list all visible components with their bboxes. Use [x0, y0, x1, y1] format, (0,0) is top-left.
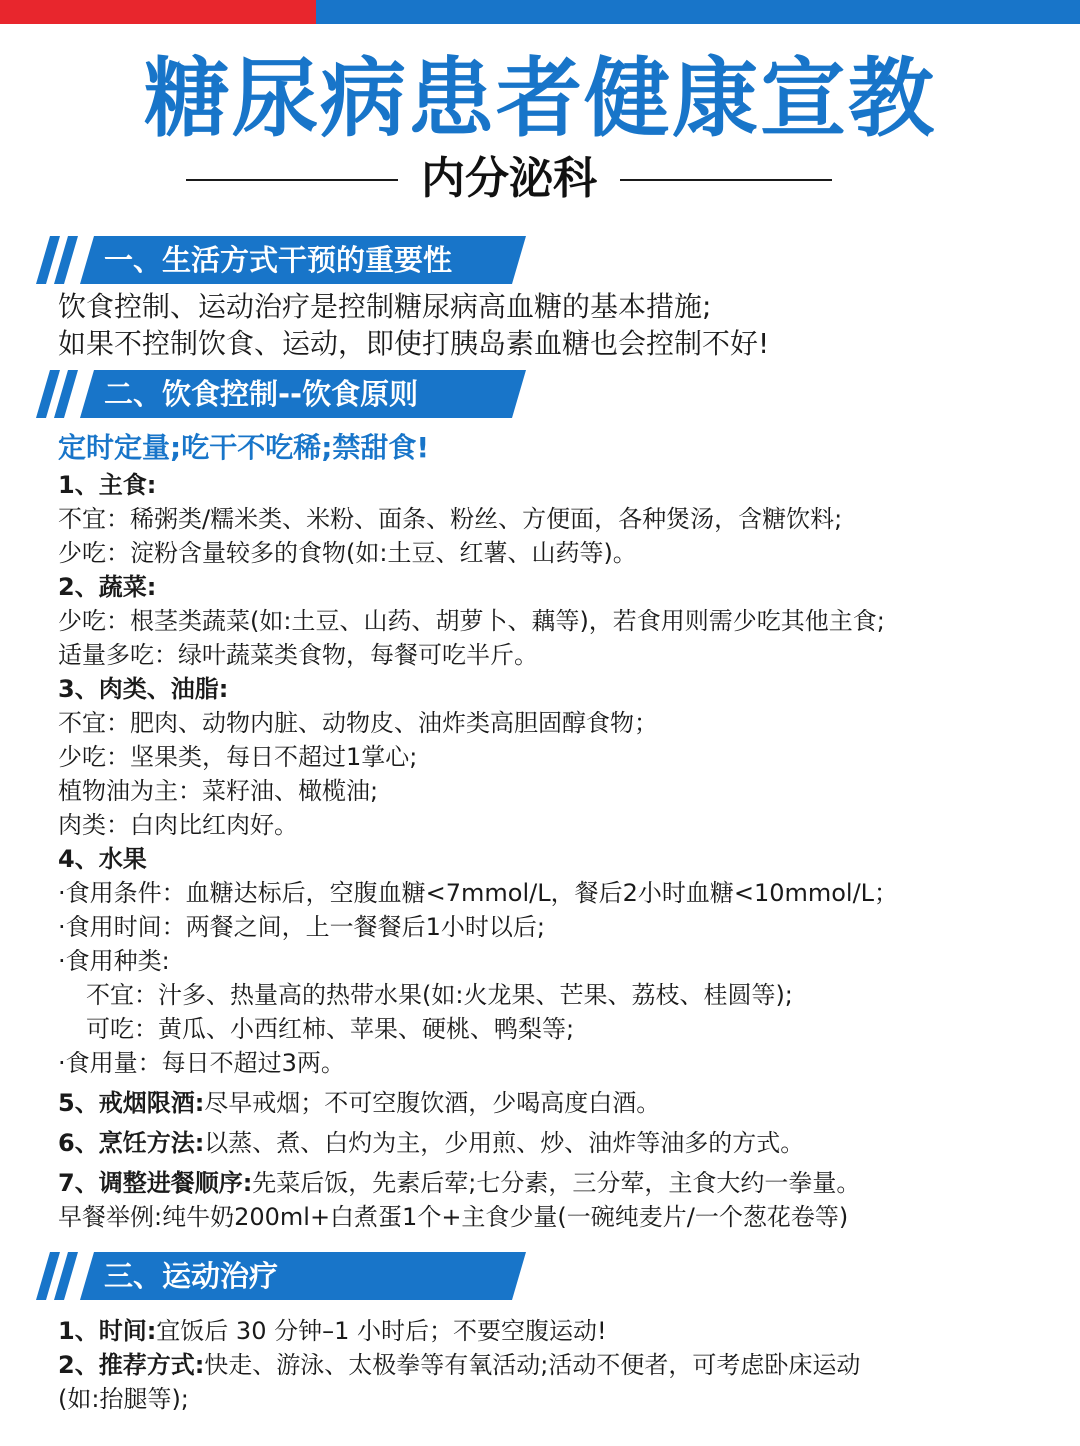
department-row [0, 148, 1080, 212]
divider-right [620, 179, 832, 181]
text-line: 如果不控制饮食、运动，即使打胰岛素血糖也会控制不好! [58, 327, 770, 360]
exercise-method [58, 1348, 1048, 1382]
text-line: ·食用条件：血糖达标后，空腹血糖<7mmol/L，餐后2小时血糖<10mmol/L； [58, 879, 899, 907]
meat-heading: 3、肉类、油脂: [58, 675, 229, 703]
diet-motto: 定时定量;吃干不吃稀;禁甜食! [58, 431, 430, 464]
item-label: 6、烹饪方法: [58, 1129, 205, 1157]
staple-heading: 1、主食: [58, 471, 157, 499]
section-header-2 [36, 370, 526, 418]
text-line: (如:抬腿等); [58, 1385, 189, 1413]
text-line: ·食用种类: [58, 947, 170, 975]
item-label: 2、推荐方式: [58, 1351, 205, 1379]
item-5 [58, 1086, 1048, 1120]
text-line: 少吃：根茎类蔬菜(如:土豆、山药、胡萝卜、藕等)，若食用则需少吃其他主食; [58, 607, 885, 635]
text-line: ·食用时间：两餐之间，上一餐餐后1小时以后; [58, 913, 545, 941]
top-bar-red [0, 0, 316, 24]
item-7 [58, 1166, 1048, 1200]
divider-left [186, 179, 398, 181]
section-header-1 [36, 236, 526, 284]
text-line: 少吃：坚果类，每日不超过1掌心; [58, 743, 418, 771]
section-title: 二、饮食控制--饮食原则 [104, 377, 419, 411]
text-line: 饮食控制、运动治疗是控制糖尿病高血糖的基本措施; [58, 290, 712, 323]
section-2-body [58, 428, 1048, 1234]
section-title: 一、生活方式干预的重要性 [104, 243, 453, 277]
page-title: 糖尿病患者健康宣教 [144, 49, 936, 149]
text-line: 适量多吃：绿叶蔬菜类食物，每餐可吃半斤。 [58, 641, 538, 669]
text-line: 肉类：白肉比红肉好。 [58, 811, 298, 839]
item-label: 1、时间: [58, 1317, 157, 1345]
text-line: 可吃：黄瓜、小西红柿、苹果、硬桃、鸭梨等; [86, 1015, 575, 1043]
text-line: 植物油为主：菜籽油、橄榄油; [58, 777, 379, 805]
item-text: 快走、游泳、太极拳等有氧活动;活动不便者，可考虑卧床运动 [204, 1351, 861, 1379]
top-bar-blue [316, 0, 1080, 24]
item-text: 宜饭后 30 分钟–1 小时后；不要空腹运动! [156, 1317, 607, 1345]
section-title: 三、运动治疗 [104, 1259, 279, 1293]
section-3-body [58, 1314, 1048, 1416]
item-label: 5、戒烟限酒: [58, 1089, 205, 1117]
item-label: 7、调整进餐顺序: [58, 1169, 253, 1197]
section-1-body [58, 288, 1048, 362]
text-line: 不宜：稀粥类/糯米类、米粉、面条、粉丝、方便面，各种煲汤，含糖饮料; [58, 505, 843, 533]
department-label: 内分泌科 [421, 153, 597, 204]
text-line: 少吃：淀粉含量较多的食物(如:土豆、红薯、山药等)。 [58, 539, 637, 567]
text-line: ·食用量：每日不超过3两。 [58, 1049, 345, 1077]
fruit-heading: 4、水果 [58, 845, 147, 873]
top-color-bar [0, 0, 1080, 24]
item-6 [58, 1126, 1048, 1160]
section-header-3 [36, 1252, 526, 1300]
item-text: 先菜后饭，先素后荤;七分素，三分荤，主食大约一拳量。 [252, 1169, 861, 1197]
text-line: 不宜：汁多、热量高的热带水果(如:火龙果、芒果、荔枝、桂圆等); [86, 981, 793, 1009]
text-line: 不宜：肥肉、动物内脏、动物皮、油炸类高胆固醇食物； [58, 709, 658, 737]
exercise-time [58, 1314, 1048, 1348]
breakfast-example: 早餐举例:纯牛奶200ml+白煮蛋1个+主食少量(一碗纯麦片/一个葱花卷等) [58, 1203, 849, 1231]
item-text: 以蒸、煮、白灼为主，少用煎、炒、油炸等油多的方式。 [204, 1129, 805, 1157]
item-text: 尽早戒烟；不可空腹饮酒，少喝高度白酒。 [204, 1089, 661, 1117]
vegetables-heading: 2、蔬菜: [58, 573, 157, 601]
